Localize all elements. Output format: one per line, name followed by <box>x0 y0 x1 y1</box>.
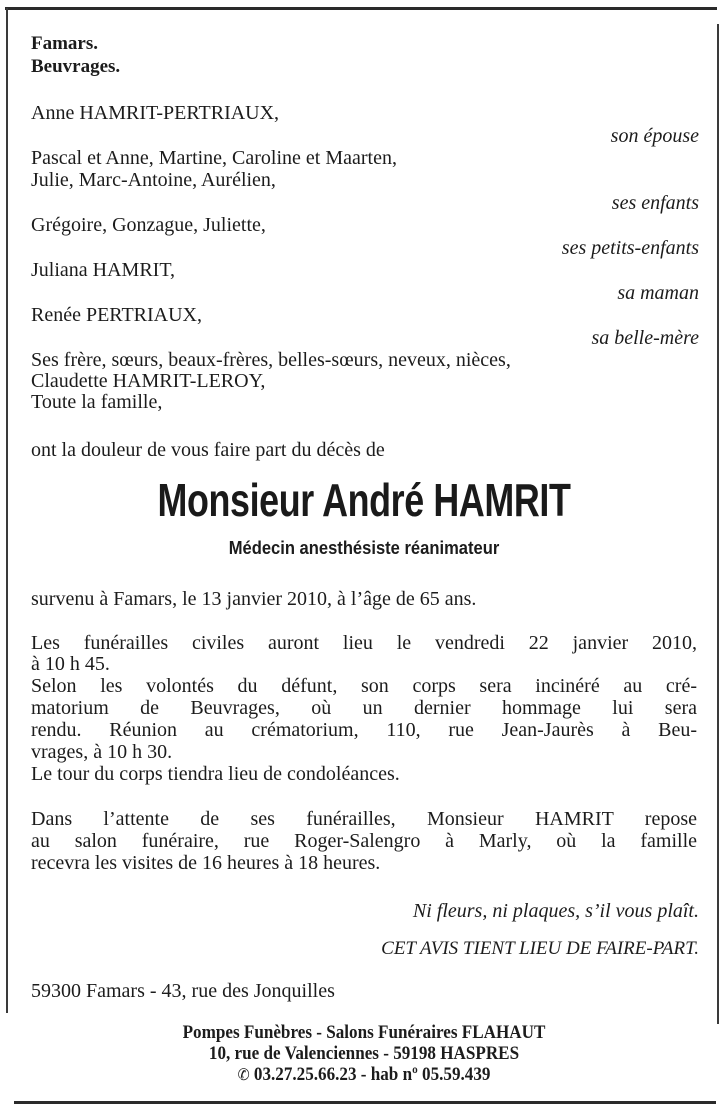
funeral-home-address: 10, rue de Valenciennes - 59198 HASPRES <box>208 1043 520 1064</box>
relation-children: ses enfants <box>611 192 699 214</box>
family-name-grandchildren: Grégoire, Gonzague, Juliette, <box>31 214 266 236</box>
funeral-line-7: Le tour du corps tiendra lieu de condoléances. <box>31 763 400 785</box>
frame-bottom-rule <box>14 1101 716 1104</box>
visitation-line-2: au salon funéraire, rue Roger-Salengro à Marly, où la famille <box>31 830 697 852</box>
place-beuvrages: Beuvrages. <box>31 56 121 77</box>
relation-mother: sa maman <box>617 282 699 304</box>
funeral-line-6: vrages, à 10 h 30. <box>31 741 173 763</box>
funeral-line-4: matorium de Beuvrages, où un dernier hommage lui sera <box>31 697 697 719</box>
funeral-line-2: à 10 h 45. <box>31 653 110 675</box>
visitation-line-3: recevra les visites de 16 heures à 18 heures. <box>31 852 381 874</box>
others-line-3: Toute la famille, <box>31 391 163 413</box>
phone-icon: ✆ <box>237 1067 250 1084</box>
announcement: ont la douleur de vous faire part du décès de <box>31 439 385 461</box>
relation-mother-in-law: sa belle-mère <box>591 327 699 349</box>
family-name-spouse: Anne HAMRIT-PERTRIAUX, <box>31 102 280 124</box>
funeral-line-3: Selon les volontés du défunt, son corps sera incinéré au cré- <box>31 675 697 697</box>
frame-top-rule <box>5 7 717 10</box>
others-line-2: Claudette HAMRIT-LEROY, <box>31 370 266 392</box>
funeral-line-5: rendu. Réunion au crématorium, 110, rue Jean-Jaurès à Beu- <box>31 719 697 741</box>
family-name-mother: Juliana HAMRIT, <box>31 259 176 281</box>
deceased-profession: Médecin anesthésiste réanimateur <box>228 538 500 558</box>
frame-right-rule <box>717 24 719 1024</box>
others-line-1: Ses frère, sœurs, beaux-frères, belles-sœurs, neveux, nièces, <box>31 349 511 371</box>
funeral-home-contact-line <box>36 1064 691 1086</box>
family-name-children-1: Pascal et Anne, Martine, Caroline et Maarten, <box>31 147 397 169</box>
visitation-line-1: Dans l’attente de ses funérailles, Monsieur HAMRIT repose <box>31 808 697 830</box>
funeral-home-contact: 03.27.25.66.23 - hab nº 05.59.439 <box>253 1064 491 1085</box>
death-info: survenu à Famars, le 13 janvier 2010, à l’âge de 65 ans. <box>31 588 477 610</box>
request-no-flowers: Ni fleurs, ni plaques, s’il vous plaît. <box>412 900 699 922</box>
place-famars: Famars. <box>31 33 99 54</box>
relation-spouse: son épouse <box>610 125 699 147</box>
funeral-home-name: Pompes Funèbres - Salons Funéraires FLAHAUT <box>182 1022 546 1043</box>
family-name-children-2: Julie, Marc-Antoine, Aurélien, <box>31 169 276 191</box>
funeral-line-1: Les funérailles civiles auront lieu le vendredi 22 janvier 2010, <box>31 632 697 654</box>
family-address: 59300 Famars - 43, rue des Jonquilles <box>31 980 335 1002</box>
request-notice: CET AVIS TIENT LIEU DE FAIRE-PART. <box>381 938 699 959</box>
deceased-name: Monsieur André HAMRIT <box>157 474 571 526</box>
frame-left-rule <box>6 8 8 1013</box>
relation-grandchildren: ses petits-enfants <box>561 237 699 259</box>
family-name-mother-in-law: Renée PERTRIAUX, <box>31 304 202 326</box>
